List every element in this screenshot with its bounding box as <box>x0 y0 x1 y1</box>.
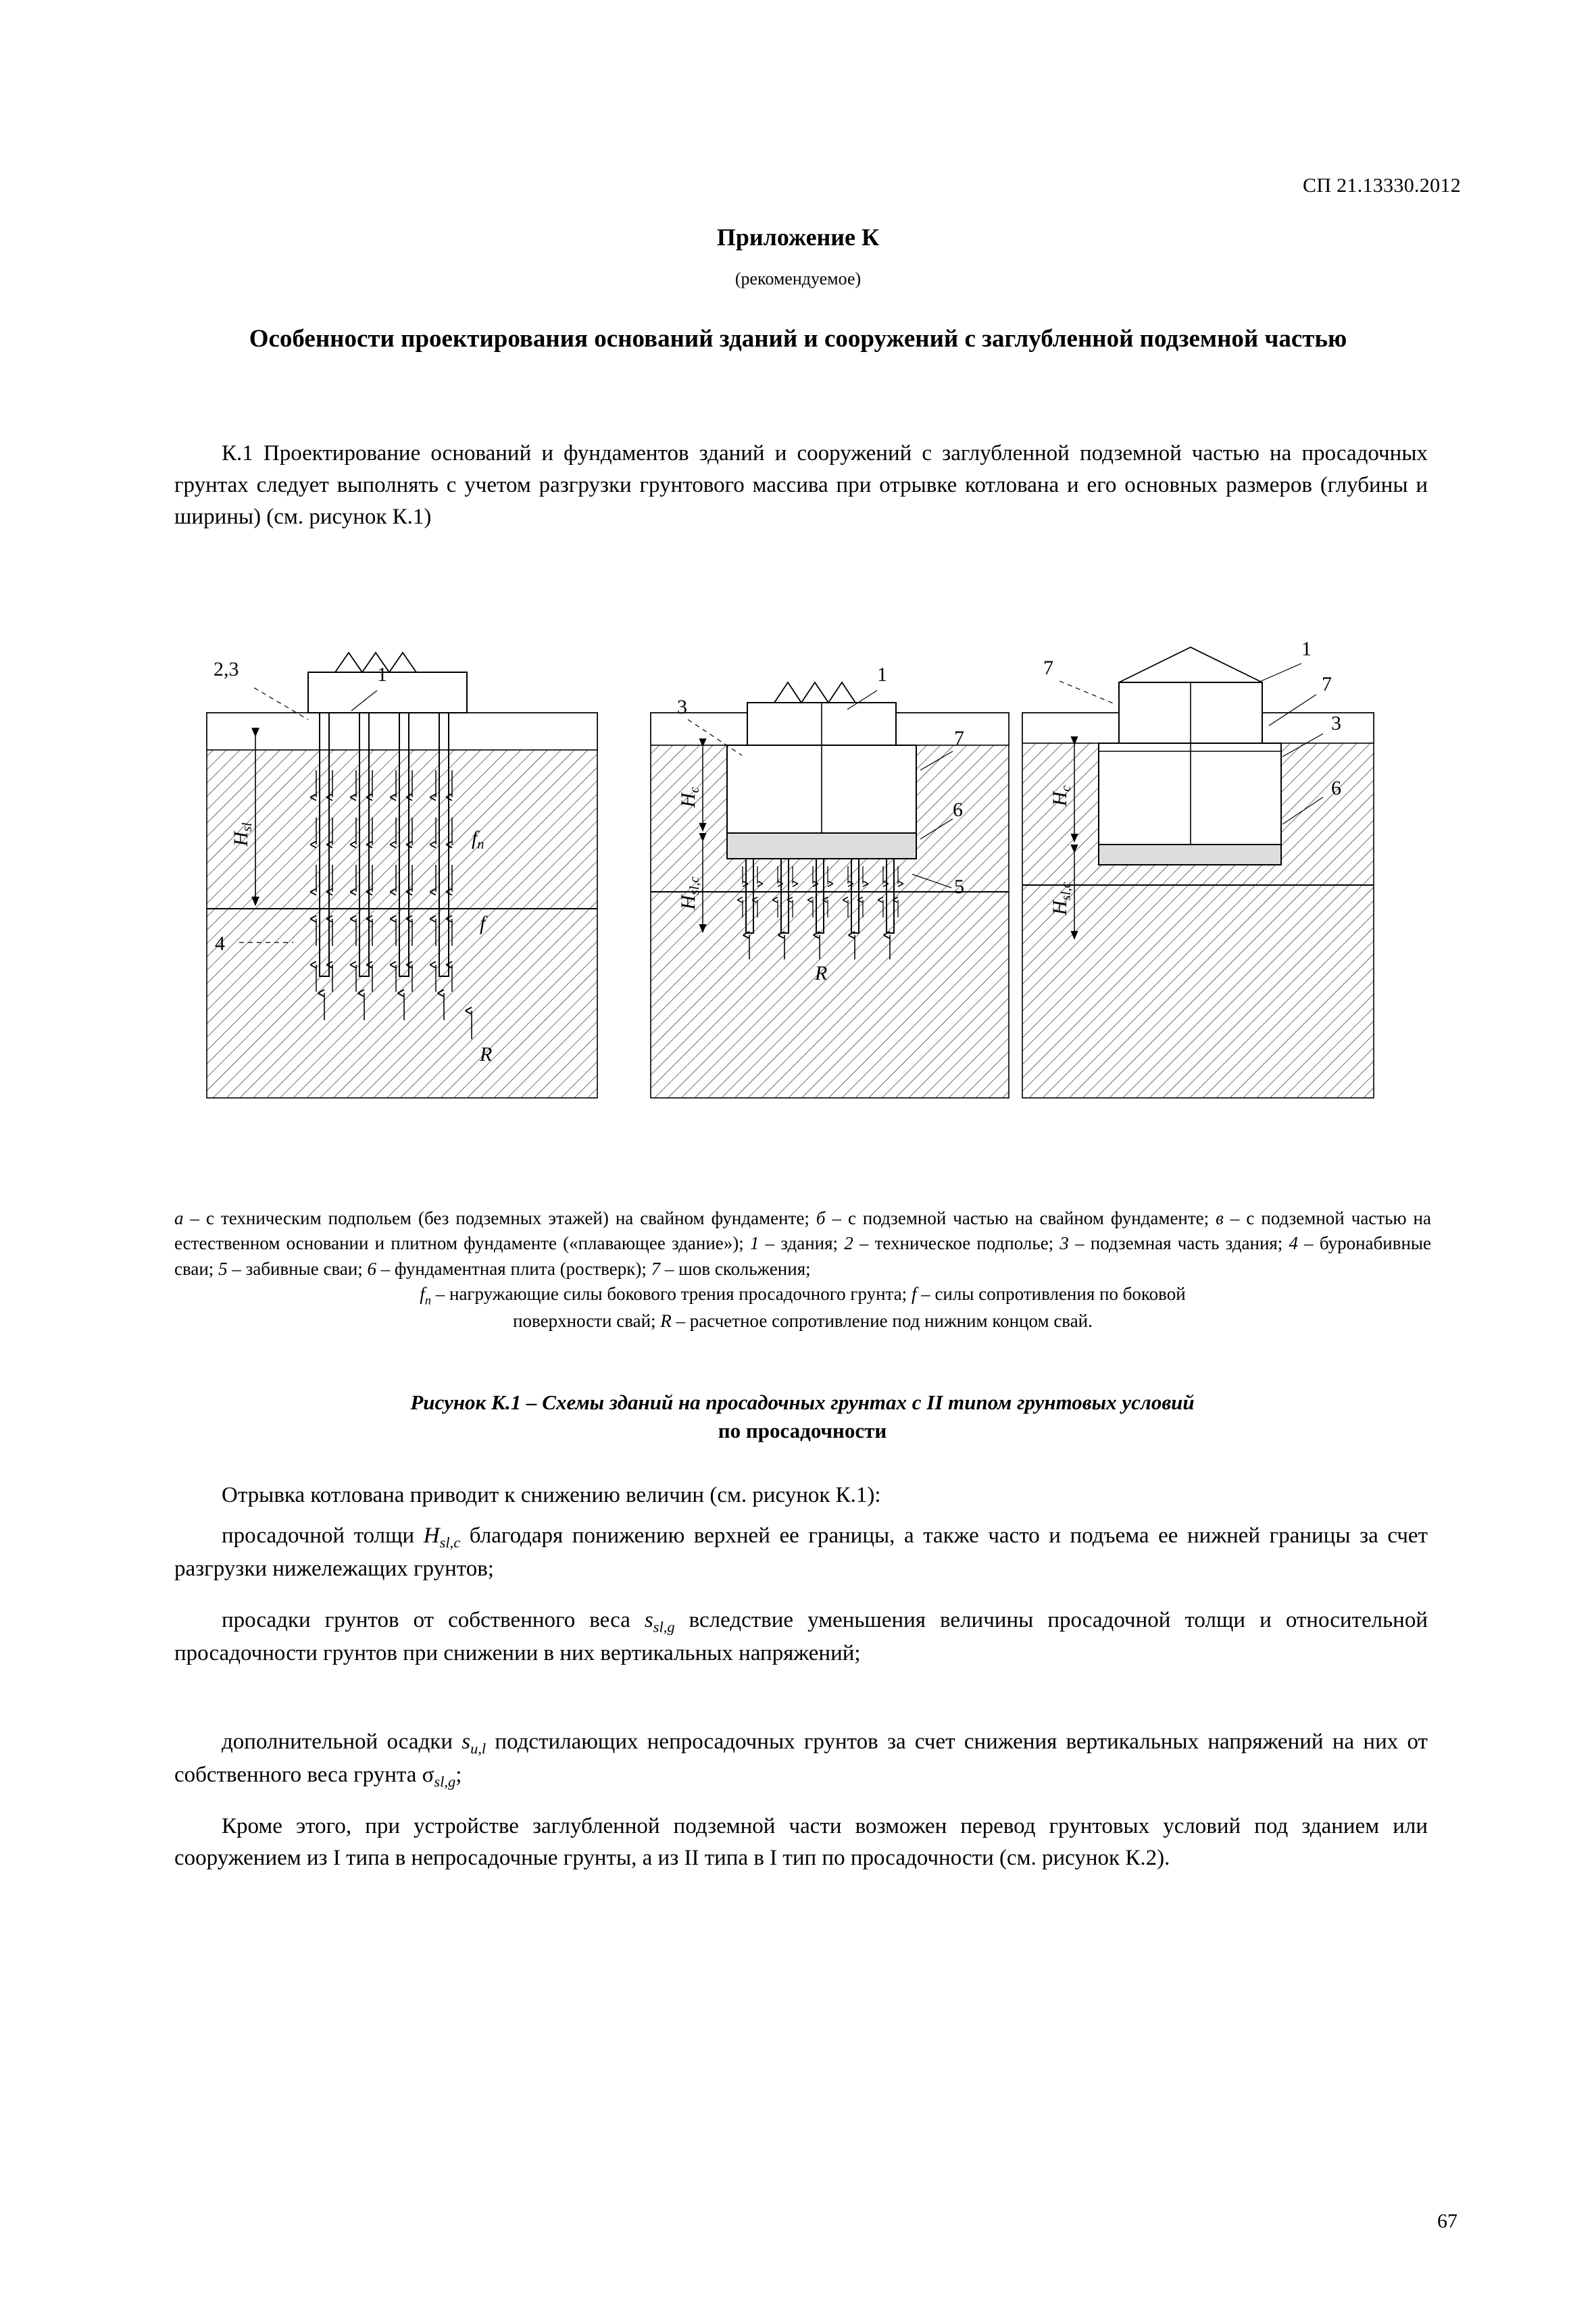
annex-note: (рекомендуемое) <box>734 269 862 288</box>
label-a-R: R <box>480 1043 493 1065</box>
annex-title: Приложение К <box>716 224 880 251</box>
figure-caption <box>203 1388 1402 1445</box>
callout-b-7: 7 <box>954 727 964 749</box>
body-paragraph-4: дополнительной осадки $s_{u,l}$ подстилающих непросадочных грунтов за счет снижения вертикальных напряжений на них от собственного веса грунта $\sigma_{sl,g}$; <box>174 1730 1428 1791</box>
figure-legend-line-1: а – с техническим подпольем (без подземных этажей) на свайном фундаменте; б – с подземной частью на свайном фундаменте; в – с подземной частью на естественном основании и плитном фундаменте («плавающее здание»); 1 – здания; 2 – техническое подполье; 3 – подземная часть здания; 4 – буронабивные сваи; 5 – забивные сваи; 6 – фундаментная плита (ростверк); 7 – шов скольжения; <box>174 1208 1432 1279</box>
body-paragraph-2: просадочной толщи $H_{sl,c}$ благодаря понижению верхней ее границы, а также часто и подъема ее нижней границы за счет разгрузки нижележащих грунтов; <box>174 1524 1428 1582</box>
callout-a-2-3: 2,3 <box>214 658 239 680</box>
callout-c-7-right: 7 <box>1322 673 1332 695</box>
callout-a-1: 1 <box>377 663 387 686</box>
callout-b-1: 1 <box>877 663 887 686</box>
callout-c-3: 3 <box>1331 712 1341 734</box>
label-c-hc: $H_c$ <box>1049 785 1074 807</box>
figure-legend-line-2: $f_n$ – нагружающие силы бокового трения просадочного грунта; f – силы сопротивления по боковой <box>420 1283 1186 1307</box>
figure-legend <box>174 1206 1431 1334</box>
label-b-R: R <box>815 962 828 984</box>
callout-b-5: 5 <box>954 876 964 898</box>
callout-c-6: 6 <box>1331 777 1341 799</box>
intro-paragraph: К.1 Проектирование оснований и фундаментов зданий и сооружений с заглубленной подземной частью на просадочных грунтах следует выполнять с учетом разгрузки грунтового массива при отрывке котлована и его основных размеров (глубины и ширины) (см. рисунок К.1) <box>174 441 1428 529</box>
document-code: СП 21.13330.2012 <box>1303 174 1461 197</box>
body-paragraph-3: просадки грунтов от собственного веса $s_{sl,g}$ вследствие уменьшения величины просадочной толщи и относительной просадочности грунтов при снижении в них вертикальных напряжений; <box>174 1608 1428 1666</box>
figure-legend-line-3: поверхности свай; R – расчетное сопротивление под нижним концом свай. <box>513 1311 1093 1332</box>
label-b-hc: $H_c$ <box>677 786 702 808</box>
label-c-hslc: $H_{sl,c}$ <box>1049 882 1074 915</box>
callout-c-1: 1 <box>1301 638 1312 660</box>
label-a-fn: $f_n$ <box>472 827 484 852</box>
page-number: 67 <box>1437 2210 1457 2232</box>
callout-c-7-left: 7 <box>1043 657 1053 679</box>
label-a-hsl: $H_{sl}$ <box>230 822 255 847</box>
callout-a-4: 4 <box>215 932 225 955</box>
body-paragraph-1: Отрывка котлована приводит к снижению величин (см. рисунок К.1): <box>222 1483 881 1507</box>
scheme-a <box>207 653 597 1098</box>
figure-caption-line-1: Рисунок К.1 – Схемы зданий на просадочных грунтах с II типом грунтовых условий <box>410 1390 1195 1414</box>
callout-b-3: 3 <box>677 696 687 718</box>
callout-b-6: 6 <box>953 799 963 821</box>
section-heading: Особенности проектирования оснований зданий и сооружений с заглубленной подземной частью <box>249 325 1347 353</box>
figure-caption-line-2: по просадочности <box>718 1418 887 1442</box>
body-paragraph-5: Кроме этого, при устройстве заглубленной подземной части возможен перевод грунтовых условий под зданием или сооружением из I типа в непросадочные грунты, а из II типа в I тип по просадочности (см. рисунок К.2). <box>174 1814 1428 1870</box>
figure-k1 <box>174 601 1431 1182</box>
label-a-f: f <box>480 912 486 934</box>
label-b-hslc: $H_{sl,c}$ <box>677 876 702 910</box>
scheme-c <box>1022 647 1374 1098</box>
